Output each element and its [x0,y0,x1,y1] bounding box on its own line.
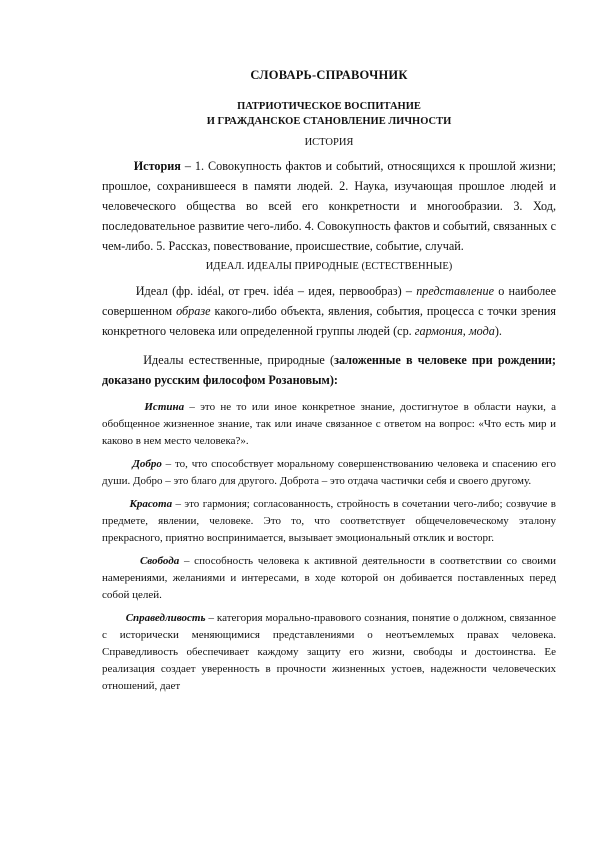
ideals-natural-heading: Идеалы естественные, природные ( [143,353,335,367]
term-truth: Истина [144,401,185,413]
term-ideal: Идеал [135,284,168,298]
term-history: История [133,159,181,173]
ideal-italic-3: гармония, мода [414,324,495,338]
subtitle-line-2: И ГРАЖДАНСКОЕ СТАНОВЛЕНИЕ ЛИЧНОСТИ [206,116,452,127]
definition-justice: – категория морально-правового сознания, понятие о должном, связанное с исторически меняющимися представлениями о неотъемлемых правах человека. Справедливость обеспечивает каждому защиту его жизни, свободы и достоинства. Ее реализация создает уверенность в прочности жизненных устоев, надежности человеческих отношений, дает [102,612,556,692]
entry-ideal [102,281,556,341]
section-heading-ideal: ИДЕАЛ. ИДЕАЛЫ ПРИРОДНЫЕ (ЕСТЕСТВЕННЫЕ) [205,261,453,272]
ideal-italic-2: образе [176,304,211,318]
ideals-natural-note: заложенные в человеке при рождении; доказано русским философом Розановым): [102,353,556,387]
term-freedom: Свобода [139,555,180,567]
document-content [102,68,556,695]
term-good: Добро [132,458,162,470]
entry-truth [102,399,556,450]
ideal-text-1: (фр. idéal, от греч. idéa – идея, первообраз) – [167,284,417,298]
ideal-text-2: о наиболее совершенном [102,284,556,318]
ideal-text-4: ). [494,324,502,338]
term-beauty: Красота [129,498,173,510]
section-heading-history: ИСТОРИЯ [304,137,354,148]
entry-ideals-natural [102,350,556,390]
definition-freedom: – способность человека к активной деятельности в соответствии со своими намерениями, желаниями и интересами, в ходе которой он добивается поставленных перед собой целей. [102,555,557,601]
entry-beauty [102,496,556,547]
entry-freedom [102,553,556,604]
definition-good: – то, что способствует моральному совершенствованию человека и спасению его души. Добро – это благо для другого. Доброта – это отдача частички себя и своего другому. [102,458,557,487]
entry-good [102,456,556,490]
definition-truth: – это не то или иное конкретное знание, достигнутое в области науки, а обобщенное жизненное знание, так или иначе связанное с ответом на вопрос: «Что есть мир и каково в нем место человека?». [102,401,557,447]
entry-history [102,156,556,256]
entry-justice [102,610,556,695]
ideal-italic-1: представление [416,284,494,298]
document-title: СЛОВАРЬ-СПРАВОЧНИК [250,68,408,82]
definition-history: – 1. Совокупность фактов и событий, относящихся к прошлой жизни; прошлое, сохранившееся в памяти людей. 2. Наука, изучающая прошлое людей и человеческого общества во всей его конкретности и многообразии. 3. Ход, последовательное развитие чего-либо. 4. Совокупность фактов и событий, связанных с чем-либо. 5. Рассказ, повествование, происшествие, событие, случай. [102,159,556,253]
ideal-text-3: какого-либо объекта, явления, события, процесса с точки зрения конкретного человека или определенной группы людей (ср. [102,304,556,338]
term-justice: Справедливость [125,612,206,624]
subtitle-line-1: ПАТРИОТИЧЕСКОЕ ВОСПИТАНИЕ [237,101,421,112]
definition-beauty: – это гармония; согласованность, стройность в сочетании чего-либо; созвучие в предмете, явлении, человеке. Это то, что соответствует общечеловеческому эталону прекрасного, приятно воспринимается, вызывает эмоциональный отклик и восторг. [102,498,556,544]
